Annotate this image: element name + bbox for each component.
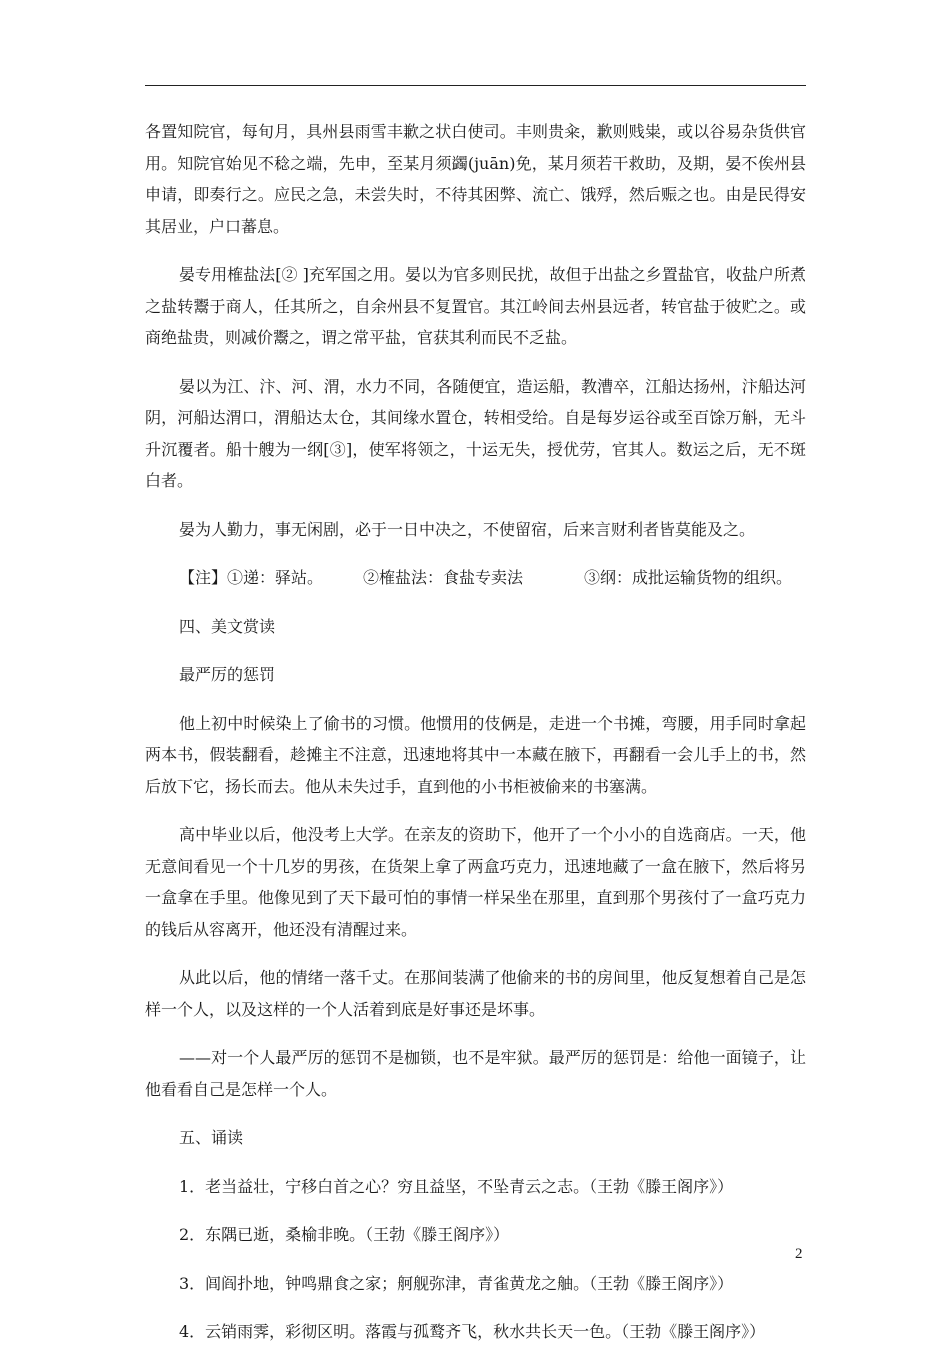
- notes: [145, 562, 806, 594]
- recitation-item-1: 1．老当益壮，宁移白首之心？穷且益坚，不坠青云之志。（王勃《滕王阁序》）: [179, 1176, 734, 1196]
- recitation-item-2: 2．东隅已逝，桑榆非晚。（王勃《滕王阁序》）: [179, 1225, 510, 1244]
- page-content: [145, 116, 806, 1365]
- paragraph-1: 各置知院官，每旬月，具州县雨雪丰歉之状白使司。丰则贵籴，歉则贱粜，或以谷易杂货供官用。知院官始见不稔之端，先申，至某月须蠲(juān)免，某月须若干救助，及期，晏不俟州县申请，即奏行之。应民之急，未尝失时，不待其困弊、流亡、饿殍，然后赈之也。由是民得安其居业，户口蕃息。: [145, 122, 806, 236]
- section-5-heading: 五、诵读: [179, 1128, 244, 1147]
- essay-title: 最严厉的惩罚: [179, 665, 276, 684]
- essay-paragraph-3: 从此以后，他的情绪一落千丈。在那间装满了他偷来的书的房间里，他反复想着自己是怎样一个人，以及这样的一个人活着到底是好事还是坏事。: [145, 968, 806, 1019]
- note-3: ③纲：成批运输货物的组织。: [584, 568, 793, 587]
- page-number: 2: [795, 1246, 803, 1262]
- recitation-item-4: 4．云销雨霁，彩彻区明。落霞与孤鹜齐飞，秋水共长天一色。（王勃《滕王阁序》）: [179, 1322, 766, 1341]
- header-rule: [145, 85, 806, 86]
- paragraph-3: 晏以为江、汴、河、渭，水力不同，各随便宜，造运船，教漕卒，江船达扬州，汴船达河阴，河船达渭口，渭船达太仓，其间缘水置仓，转相受给。自是每岁运谷或至百馀万斛，无斗升沉覆者。船十艘为一纲[③]，使军将领之，十运无失，授优劳，官其人。数运之后，无不斑白者。: [145, 376, 806, 490]
- essay-paragraph-4: ——对一个人最严厉的惩罚不是枷锁，也不是牢狱。最严厉的惩罚是：给他一面镜子，让他看看自己是怎样一个人。: [145, 1048, 806, 1099]
- essay-paragraph-1: 他上初中时候染上了偷书的习惯。他惯用的伎俩是，走进一个书摊，弯腰，用手同时拿起两本书，假装翻看，趁摊主不注意，迅速地将其中一本藏在腋下，再翻看一会儿手上的书，然后放下它，扬长而去。他从未失过手，直到他的小书柜被偷来的书塞满。: [145, 713, 806, 796]
- essay-paragraph-2: 高中毕业以后，他没考上大学。在亲友的资助下，他开了一个小小的自选商店。一天，他无意间看见一个十几岁的男孩，在货架上拿了两盒巧克力，迅速地藏了一盒在腋下，然后将另一盒拿在手里。他像见到了天下最可怕的事情一样呆坐在那里，直到那个男孩付了一盒巧克力的钱后从容离开，他还没有清醒过来。: [145, 825, 806, 939]
- paragraph-2: 晏专用榷盐法[② ]充军国之用。晏以为官多则民扰，故但于出盐之乡置盐官，收盐户所煮之盐转鬻于商人，任其所之，自余州县不复置官。其江岭间去州县远者，转官盐于彼贮之。或商绝盐贵，则减价鬻之，谓之常平盐，官获其利而民不乏盐。: [145, 265, 806, 347]
- note-1: 【注】①递：驿站。: [179, 568, 324, 587]
- section-4-heading: 四、美文赏读: [179, 616, 276, 636]
- recitation-item-3: 3．闾阎扑地，钟鸣鼎食之家；舸舰弥津，青雀黄龙之舳。（王勃《滕王阁序》）: [179, 1273, 734, 1293]
- paragraph-4: 晏为人勤力，事无闲剧，必于一日中决之，不使留宿，后来言财利者皆莫能及之。: [179, 519, 756, 539]
- note-2: ②榷盐法：食盐专卖法: [363, 568, 524, 587]
